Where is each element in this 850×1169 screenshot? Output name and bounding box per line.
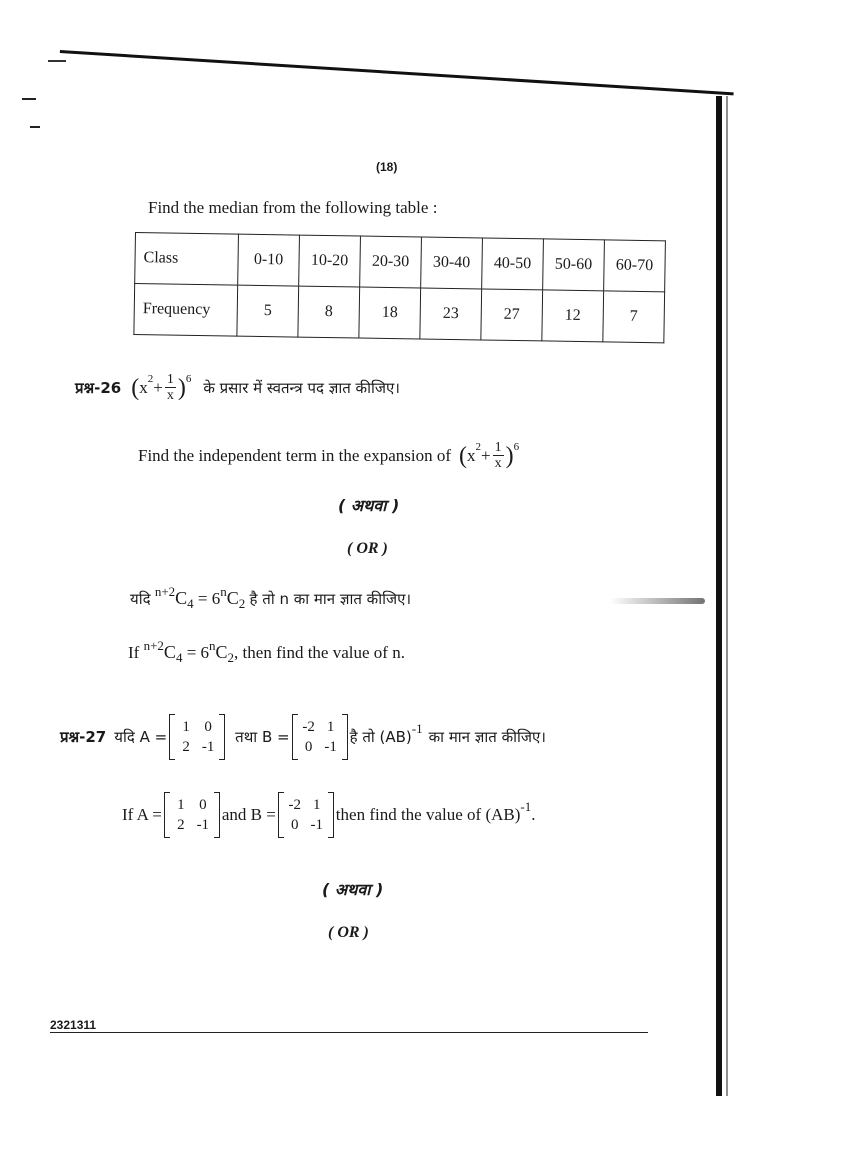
frequency-cell: 7: [603, 291, 665, 343]
or-hindi: ( अथवा ): [338, 496, 400, 515]
class-cell: 0-10: [238, 234, 300, 286]
frequency-cell: 18: [359, 287, 421, 339]
paper-code: 2321311: [50, 1018, 97, 1032]
page-edge-right: [716, 96, 722, 1096]
row-label-class: Class: [135, 233, 239, 286]
class-cell: 40-50: [482, 238, 544, 290]
class-cell: 50-60: [543, 239, 605, 291]
frequency-cell: 12: [542, 290, 604, 342]
matrix-b: -2 1 0 -1: [278, 792, 334, 838]
page-edge-top: [57, 50, 734, 140]
q26-english-text: Find the independent term in the expansion of: [138, 445, 452, 465]
scan-smudge: [610, 598, 705, 604]
matrix-a: 1 0 2 -1: [169, 714, 225, 760]
q26-alt-hindi-line: यदि $^{n+2}C_4 = 6^nC_2$ है तो n का मान ज्ञात कीजिए।: [130, 584, 412, 611]
table-row: [135, 233, 666, 292]
class-cell: 20-30: [360, 236, 422, 288]
q26-hindi-text: के प्रसार में स्वतन्त्र पद ज्ञात कीजिए।: [203, 378, 400, 397]
matrix-a: 1 0 2 -1: [164, 792, 220, 838]
q26-alt-english-line: If $^{n+2}C_4 = 6^nC_2$, then find the value of n.: [128, 638, 405, 665]
frequency-cell: 27: [481, 289, 543, 341]
table-row: [134, 284, 665, 343]
class-cell: 30-40: [421, 237, 483, 289]
frequency-cell: 23: [420, 288, 482, 340]
footer-divider: [50, 1032, 648, 1033]
fraction: $\frac{1}{x}$: [166, 372, 174, 403]
frequency-cell: 5: [237, 285, 299, 337]
fraction: $\frac{1}{x}$: [494, 440, 502, 471]
q27-label: प्रश्न-27: [60, 728, 107, 746]
or-english: ( OR ): [328, 924, 369, 941]
q26-english-line: Find the independent term in the expansion of ( x 2 + $\frac{1}{x}$ ) 6: [138, 440, 520, 471]
q27-english-line: If A = 1 0 2 -1 and B = -2 1 0 -1 then find the value of (AB) -1 .: [122, 792, 535, 838]
q27-hindi-line: प्रश्न-27 यदि A = 1 0 2 -1 तथा B = -2 1 0 -1 है तो (AB) -1 का मान ज्ञात कीजिए।: [60, 714, 546, 760]
scan-mark: [22, 98, 36, 100]
scan-mark: [48, 60, 66, 62]
frequency-cell: 8: [298, 286, 360, 338]
page-number: (18): [376, 160, 398, 174]
frequency-table: [133, 232, 666, 343]
q26-hindi-line: प्रश्न-26 ( x 2 + $\frac{1}{x}$ ) 6 के प्रसार में स्वतन्त्र पद ज्ञात कीजिए।: [75, 372, 400, 403]
q26-label: प्रश्न-26: [75, 378, 122, 397]
or-english: ( OR ): [347, 540, 388, 557]
median-instruction: Find the median from the following table :: [148, 198, 438, 217]
or-hindi: ( अथवा ): [322, 880, 384, 899]
class-cell: 60-70: [604, 240, 666, 292]
matrix-b: -2 1 0 -1: [292, 714, 348, 760]
scan-mark: [30, 126, 40, 128]
class-cell: 10-20: [299, 235, 361, 287]
page-edge-shadow: [726, 96, 728, 1096]
row-label-frequency: Frequency: [134, 284, 238, 337]
